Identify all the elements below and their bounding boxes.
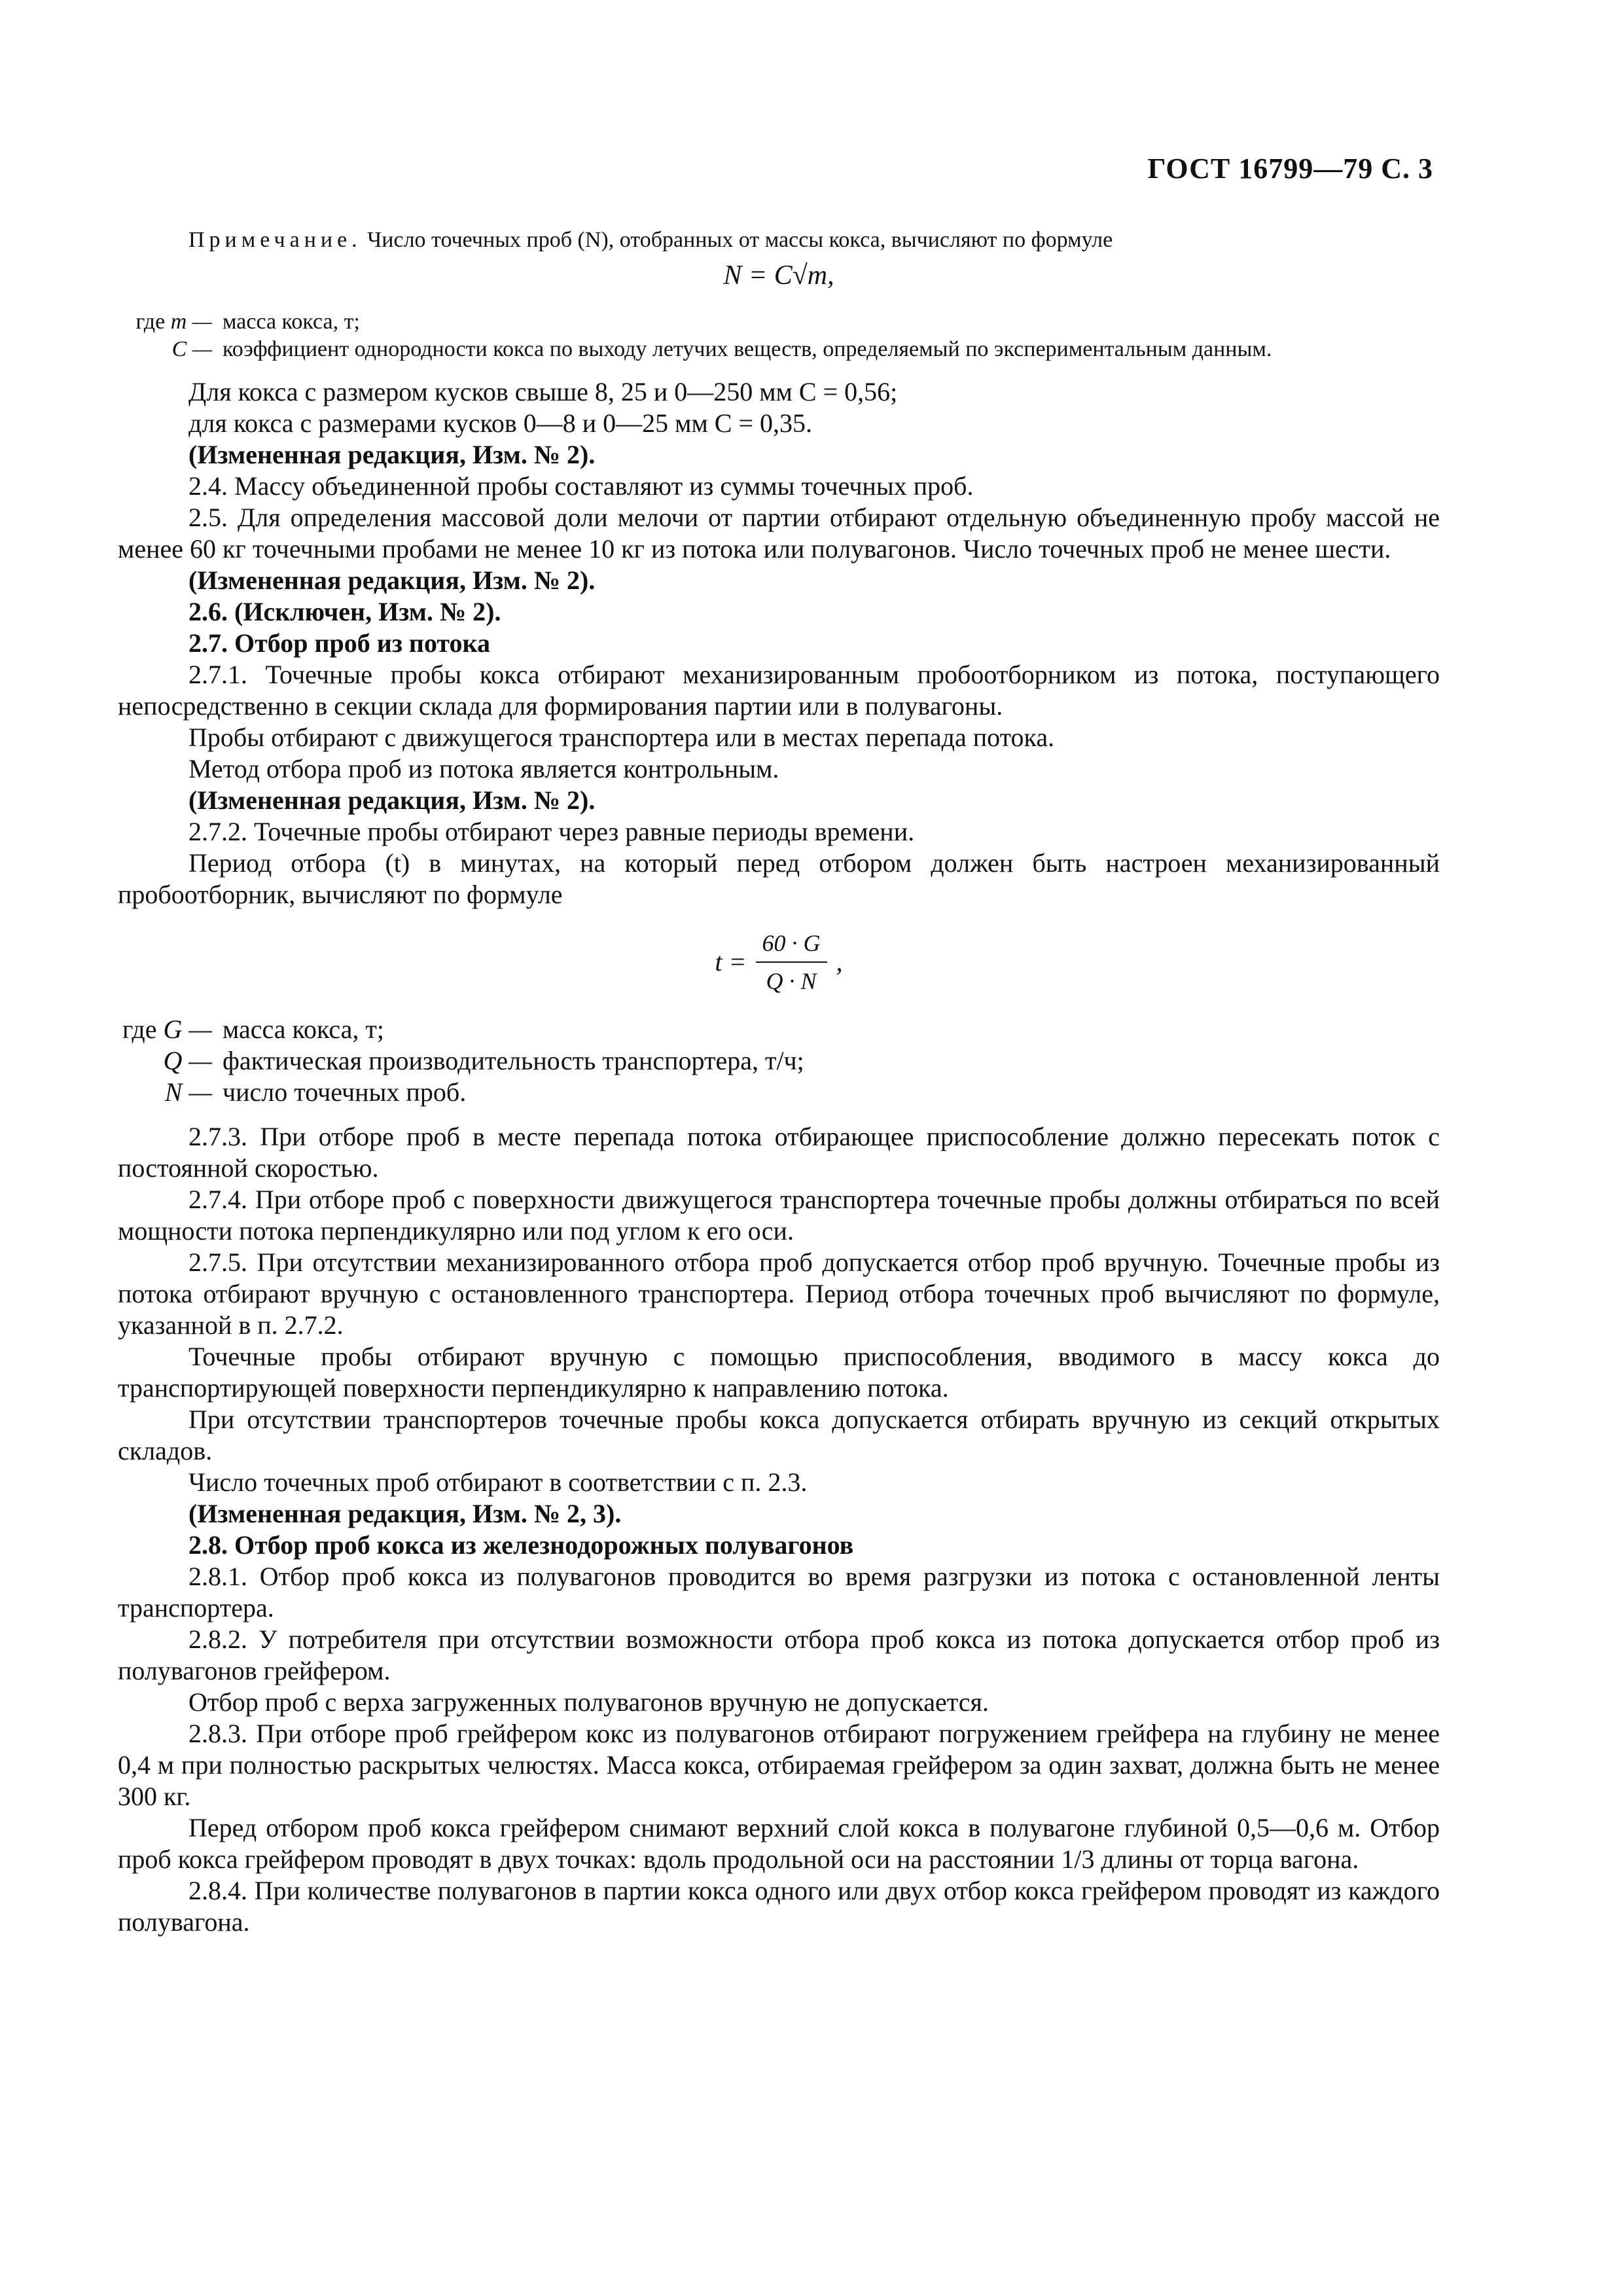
- clause-2-7-5-c: При отсутствии транспортеров точечные пробы кокса допускается отбирать вручную из секций открытых складов.: [118, 1405, 1440, 1465]
- clause-2-7-5-b: Точечные пробы отбирают вручную с помощью приспособления, вводимого в массу кокса до транспортирующей поверхности перпендикулярно к направлению потока.: [118, 1342, 1440, 1403]
- edition-note: (Измененная редакция, Изм. № 2).: [188, 565, 596, 595]
- page-header: ГОСТ 16799—79 С. 3: [1147, 152, 1433, 185]
- paragraph-c-value-2: для кокса с размерами кусков 0—8 и 0—25 мм C = 0,35.: [188, 408, 813, 438]
- note-paragraph: [118, 226, 1440, 255]
- formula-n: N = C√m,: [723, 260, 834, 291]
- formula-fraction: [756, 927, 827, 997]
- legend-row: [118, 1014, 1440, 1045]
- clause-2-7-2: 2.7.2. Точечные пробы отбирают через равные периоды времени.: [188, 817, 915, 846]
- formula-lhs: t =: [715, 947, 747, 977]
- edition-note: (Измененная редакция, Изм. № 2).: [188, 785, 596, 815]
- clause-2-7-1-c: Метод отбора проб из потока является контрольным.: [188, 754, 779, 783]
- legend-term: C —: [171, 337, 212, 361]
- legend-row: [118, 1077, 1440, 1108]
- clause-2-7-5: 2.7.5. При отсутствии механизированного отбора проб допускается отбор проб вручную. Точечные пробы из потока отбирают вручную с остановленного транспортера. Период отбора точечных проб вычисляют по формуле, указанной в п. 2.7.2.: [118, 1247, 1440, 1340]
- clause-2-7-1: 2.7.1. Точечные пробы кокса отбирают механизированным пробоотборником из потока, поступающего непосредственно в секции склада для формирования партии или в полувагоны.: [118, 660, 1440, 721]
- fraction-denominator: Q · N: [766, 968, 817, 994]
- formula-t: [118, 927, 1440, 997]
- edition-note: (Измененная редакция, Изм. № 2, 3).: [188, 1499, 622, 1528]
- formula-tail: ,: [836, 947, 843, 977]
- legend-formula-n: [118, 308, 1440, 363]
- legend-desc: число точечных проб.: [223, 1077, 467, 1107]
- legend-desc: масса кокса, т;: [223, 1014, 384, 1044]
- clause-2-7-3: 2.7.3. При отборе проб в месте перепада потока отбирающее приспособление должно пересекать поток с постоянной скоростью.: [118, 1122, 1440, 1183]
- note-label: Примечание.: [188, 228, 362, 252]
- legend-desc: масса кокса, т;: [223, 310, 360, 334]
- note-text: Число точечных проб (N), отобранных от массы кокса, вычисляют по формуле: [367, 228, 1113, 252]
- clause-2-7-2-b: Период отбора (t) в минутах, на который перед отбором должен быть настроен механизированный пробоотборник, вычисляют по формуле: [118, 848, 1440, 909]
- fraction-numerator: 60 · G: [756, 927, 827, 963]
- clause-2-7-4: 2.7.4. При отборе проб с поверхности движущегося транспортера точечные пробы должны отбираться по всей мощности потока перпендикулярно или под углом к его оси.: [118, 1185, 1440, 1246]
- clause-2-8-2: 2.8.2. У потребителя при отсутствии возможности отбора проб кокса из потока допускается отбор проб из полувагонов грейфером.: [118, 1624, 1440, 1685]
- clause-2-5: 2.5. Для определения массовой доли мелочи от партии отбирают отдельную объединенную пробу массой не менее 60 кг точечными пробами не менее 10 кг из потока или полувагонов. Число точечных проб не менее шести.: [118, 503, 1440, 564]
- legend-term: где G —: [122, 1014, 212, 1044]
- clause-2-8-3: 2.8.3. При отборе проб грейфером кокс из полувагонов отбирают погружением грейфера на глубину не менее 0,4 м при полностью раскрытых челюстях. Масса кокса, отбираемая грейфером за один захват, должна быть не менее 300 кг.: [118, 1719, 1440, 1811]
- section-heading-2-8: 2.8. Отбор проб кокса из железнодорожных полувагонов: [188, 1530, 854, 1560]
- legend-row: [118, 308, 1440, 336]
- clause-2-4: 2.4. Массу объединенной пробы составляют из суммы точечных проб.: [188, 471, 974, 501]
- paragraph-c-value-1: Для кокса с размером кусков свыше 8, 25 и 0—250 мм C = 0,56;: [188, 377, 898, 406]
- edition-note: (Измененная редакция, Изм. № 2).: [188, 440, 596, 469]
- clause-2-8-3-b: Перед отбором проб кокса грейфером снимают верхний слой кокса в полувагоне глубиной 0,5—0,6 м. Отбор проб кокса грейфером проводят в двух точках: вдоль продольной оси на расстоянии 1/3 длины от торца вагона.: [118, 1813, 1440, 1874]
- legend-term: N —: [164, 1077, 212, 1107]
- clause-2-8-2-b: Отбор проб с верха загруженных полувагонов вручную не допускается.: [188, 1687, 989, 1717]
- clause-2-8-4: 2.8.4. При количестве полувагонов в партии кокса одного или двух отбор кокса грейфером проводят из каждого полувагона.: [118, 1876, 1440, 1937]
- legend-row: [118, 336, 1440, 363]
- legend-term: Q —: [163, 1046, 212, 1075]
- clause-2-7-1-b: Пробы отбирают с движущегося транспортера или в местах перепада потока.: [188, 723, 1055, 752]
- clause-2-7-5-d: Число точечных проб отбирают в соответствии с п. 2.3.: [188, 1467, 808, 1497]
- clause-2-8-1: 2.8.1. Отбор проб кокса из полувагонов проводится во время разгрузки из потока с остановленной ленты транспортера.: [118, 1562, 1440, 1623]
- section-heading-2-7: 2.7. Отбор проб из потока: [188, 628, 490, 658]
- document-body: [118, 226, 1440, 1938]
- legend-formula-t: [118, 1014, 1440, 1108]
- legend-term: где m —: [135, 310, 212, 334]
- legend-row: [118, 1045, 1440, 1077]
- legend-desc: фактическая производительность транспортера, т/ч;: [223, 1046, 804, 1075]
- clause-2-6: 2.6. (Исключен, Изм. № 2).: [188, 597, 501, 626]
- legend-desc: коэффициент однородности кокса по выходу летучих веществ, определяемый по экспериментальным данным.: [223, 337, 1272, 361]
